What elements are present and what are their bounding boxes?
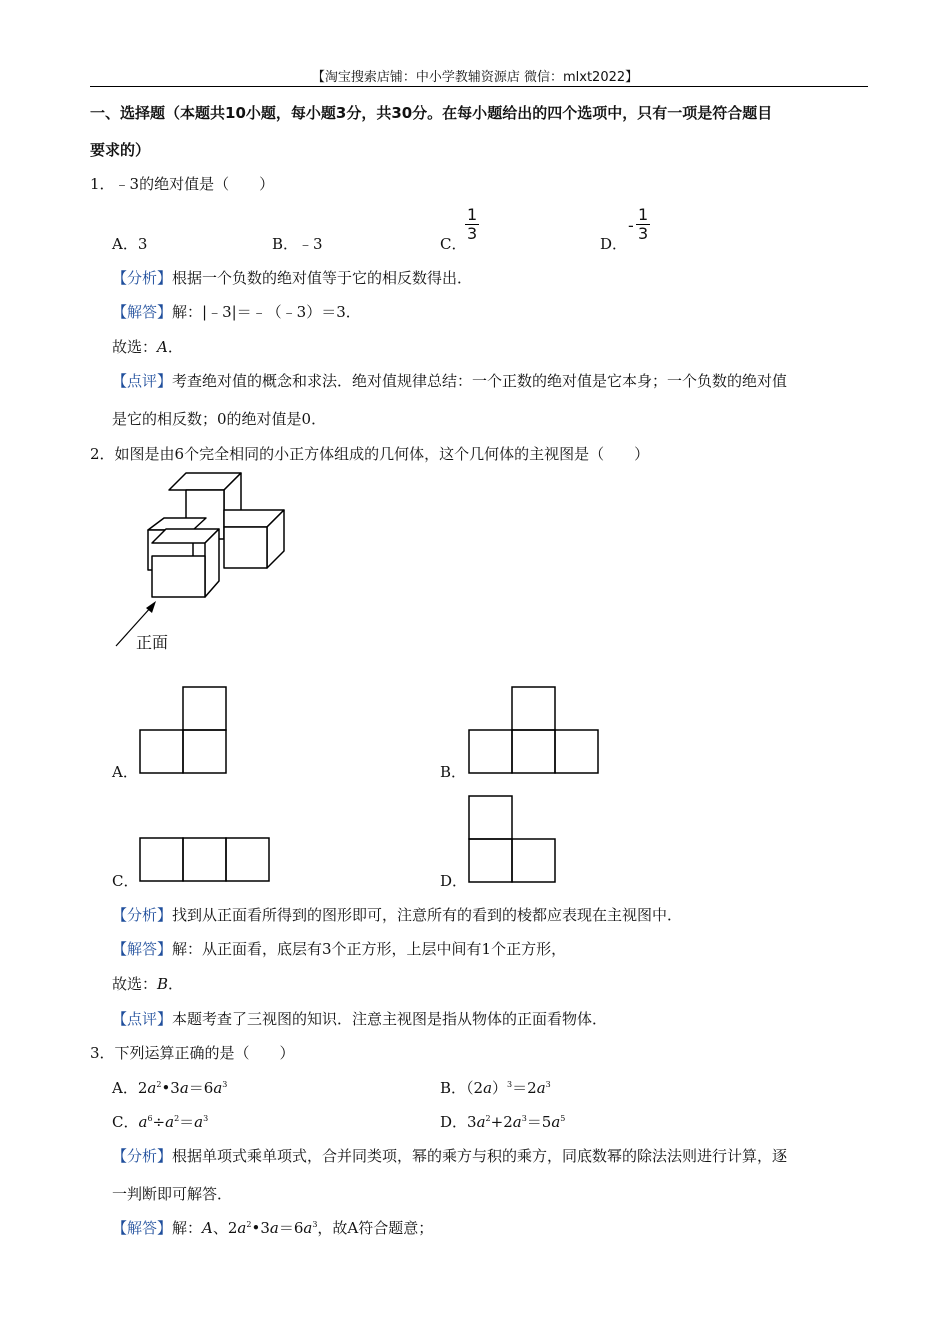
q1-option-b: B．﹣3 — [272, 235, 323, 253]
q3-option-b-label: B． — [440, 1079, 467, 1097]
q3-option-d-label: D． — [440, 1113, 468, 1131]
q2-choice-suffix: ． — [168, 975, 184, 993]
q1-option-d-sign: - — [628, 216, 634, 235]
q2-analysis-text: 找到从正面看所得到的图形即可，注意所有的看到的棱都应表现在主视图中． — [172, 906, 683, 924]
q1-analysis-text: 根据一个负数的绝对值等于它的相反数得出． — [172, 269, 473, 287]
q3-answer-suffix: ，故A符合题意； — [317, 1219, 434, 1237]
q1-option-d-fraction — [636, 206, 650, 243]
q1-option-c-fraction — [465, 206, 479, 243]
section-title-line-2: 要求的） — [90, 141, 151, 159]
q1-option-d-num: 1 — [638, 205, 649, 224]
q1-option-c-label: C． — [440, 235, 467, 253]
q2-comment — [112, 1008, 607, 1029]
q2-cube-figure — [108, 470, 298, 655]
q1-answer-text: 解：|﹣3|＝﹣（﹣3）＝3． — [172, 303, 361, 321]
q2-choice-prefix: 故选： — [112, 975, 158, 993]
comment-tag: 【点评】 — [112, 1010, 173, 1028]
q2-option-d-figure — [467, 795, 559, 883]
answer-tag: 【解答】 — [112, 1219, 173, 1237]
answer-tag: 【解答】 — [112, 303, 173, 321]
answer-tag: 【解答】 — [112, 940, 173, 958]
q2-choice — [112, 973, 183, 994]
q3-stem: 3．下列运算正确的是（ ） — [90, 1044, 295, 1062]
header-rule — [90, 86, 868, 87]
q1-comment-line-2: 是它的相反数；0的绝对值是0． — [112, 410, 327, 428]
q3-analysis — [112, 1145, 787, 1166]
q2-choice-letter: B — [157, 975, 169, 993]
q2-answer — [112, 938, 566, 959]
q3-option-c-label: C． — [112, 1113, 139, 1131]
q3-option-c: C．$a^6\div a^2=a^3$ — [112, 1113, 209, 1131]
q2-option-b-figure — [467, 686, 602, 774]
q1-comment — [112, 370, 787, 391]
q2-option-a-label: A． — [112, 763, 138, 781]
q2-option-c-figure — [138, 837, 273, 883]
analysis-tag: 【分析】 — [112, 906, 173, 924]
comment-tag: 【点评】 — [112, 372, 173, 390]
q1-analysis — [112, 267, 472, 288]
section-title-line-1: 一、选择题（本题共10小题，每小题3分，共30分。在每小题给出的四个选项中，只有一项是符合题目 — [90, 104, 773, 122]
q1-choice-prefix: 故选： — [112, 338, 158, 356]
q3-option-b: B．$(2a)^3=2a^3$ — [440, 1079, 551, 1097]
q2-comment-text: 本题考查了三视图的知识．注意主视图是指从物体的正面看物体． — [172, 1010, 608, 1028]
q3-answer-prefix: 解： — [172, 1219, 203, 1237]
analysis-tag: 【分析】 — [112, 1147, 173, 1165]
q3-analysis-text-1: 根据单项式乘单项式，合并同类项，幂的乘方与积的乘方，同底数幂的除法法则进行计算，逐 — [172, 1147, 788, 1165]
q1-stem: 1．﹣3的绝对值是（ ） — [90, 175, 275, 193]
q2-answer-text: 解：从正面看，底层有3个正方形，上层中间有1个正方形， — [172, 940, 567, 958]
q3-option-a: A．$2a^2•3a=6a^3$ — [112, 1079, 228, 1097]
q2-option-d-label: D． — [440, 872, 468, 890]
q3-analysis-line-2: 一判断即可解答． — [112, 1185, 233, 1203]
q1-option-c-den: 3 — [467, 224, 478, 243]
q1-option-d-den: 3 — [638, 224, 649, 243]
q1-option-c-num: 1 — [467, 205, 478, 224]
q1-choice — [112, 336, 183, 357]
q2-analysis — [112, 904, 682, 925]
analysis-tag: 【分析】 — [112, 269, 173, 287]
q2-front-label: 正面 — [136, 633, 169, 652]
q2-option-a-figure — [138, 686, 230, 774]
q1-option-d-label: D． — [600, 235, 628, 253]
page-header: 【淘宝搜索店铺：中小学教辅资源店 微信：mlxt2022】 — [311, 70, 639, 85]
q2-stem: 2．如图是由6个完全相同的小正方体组成的几何体，这个几何体的主视图是（ ） — [90, 445, 650, 463]
q3-answer: 【解答】解：A、$2a^2•3a=6a^3$，故A符合题意； — [112, 1219, 434, 1237]
q3-option-d: D．$3a^2+2a^3=5a^5$ — [440, 1113, 566, 1131]
q2-option-c-label: C． — [112, 872, 139, 890]
q1-option-a: A．3 — [112, 235, 148, 253]
q2-option-b-label: B． — [440, 763, 467, 781]
q1-choice-letter: A — [157, 338, 168, 356]
q1-comment-text-1: 考查绝对值的概念和求法．绝对值规律总结：一个正数的绝对值是它本身；一个负数的绝对值 — [172, 372, 788, 390]
q1-choice-suffix: ． — [167, 338, 183, 356]
q1-answer — [112, 301, 361, 322]
q3-option-a-label: A． — [112, 1079, 138, 1097]
